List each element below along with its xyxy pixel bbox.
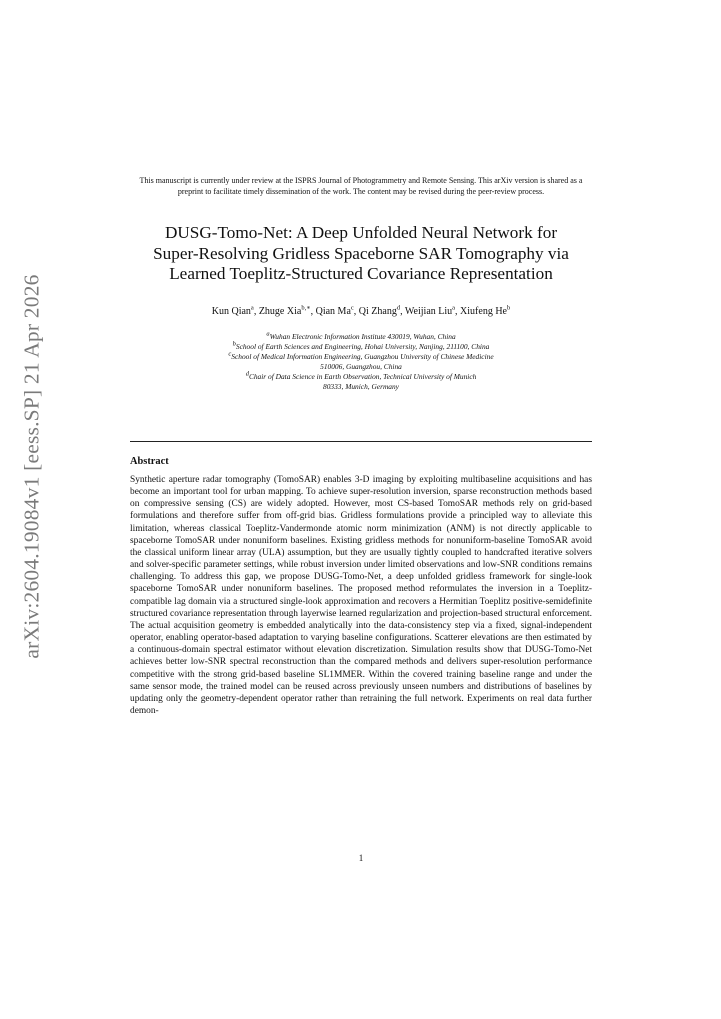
affiliation-continued: 80333, Munich, Germany bbox=[323, 381, 399, 391]
author: Qi Zhang$^d$ bbox=[358, 304, 401, 317]
paper-title bbox=[130, 223, 592, 285]
title-line-3: Learned Toeplitz-Structured Covariance Representation bbox=[169, 264, 553, 283]
affiliation: $^d$Chair of Data Science in Earth Observation, Technical University of Munich bbox=[245, 370, 477, 381]
abstract-body: Synthetic aperture radar tomography (TomoSAR) enables 3-D imaging by exploiting multibaseline acquisitions and has become an important tool for urban mapping. To achieve super-resolution inversion, sparse reconstruction methods based on compressive sensing (CS) are widely adopted. However, most CS-based TomoSAR methods rely on grid-based formulations and therefore suffer from off-grid bias. Gridless formulations provide a principled way to alleviate this limitation, whereas classical Toeplitz-Vandermonde atomic norm minimization (ANM) is not directly applicable to spaceborne TomoSAR under nonuniform baselines. Existing gridless methods for nonuniform-baseline TomoSAR avoid the classical uniform linear array (ULA) assumption, but they are usually tightly coupled to handcrafted iterative solvers and solver-specific parameter settings, while robust inversion under limited observations and low-SNR conditions remains challenging. To address this gap, we propose DUSG-Tomo-Net, a deep unfolded gridless framework for single-look spaceborne TomoSAR under nonuniform baselines. The proposed method reformulates the inversion in a Toeplitz-compatible lag domain via a structured single-look approximation and recovers a Hermitian Toeplitz positive-semidefinite structured covariance representation through layerwise learned regularization and projection-based structural enforcement. The actual acquisition geometry is embedded analytically into the data-consistency step via a fixed, signal-independent operator, enabling operator-based adaptation to varying baseline configurations. Scatterer elevations are then estimated by a continuous-domain spectral estimator without elevation discretization. Simulation results show that DUSG-Tomo-Net achieves better low-SNR spectral reconstruction than the compared methods and delivers super-resolution performance competitive with the strong grid-based baseline SL1MMER. Within the covered training baseline range and under the same sensor mode, the trained model can be reused across previously unseen numbers and distributions of baselines by updating only the geometry-dependent operator rather than retraining the full network. Experiments on real data further demon- bbox=[130, 475, 592, 716]
title-line-1: DUSG-Tomo-Net: A Deep Unfolded Neural Network for bbox=[164, 223, 558, 242]
author: Xiufeng He$^b$ bbox=[460, 304, 511, 317]
abstract-divider bbox=[130, 441, 592, 442]
affiliation-list bbox=[130, 332, 592, 391]
review-notice: This manuscript is currently under review at the ISPRS Journal of Photogrammetry and Remote Sensing. This arXiv version is shared as a preprint to facilitate timely dissemination of the work. The content may be revised during the peer-review process. bbox=[139, 176, 583, 196]
abstract-heading: Abstract bbox=[130, 456, 169, 467]
author: Weijian Liu$^a$ bbox=[404, 304, 456, 317]
arxiv-identifier-stamp bbox=[10, 273, 54, 659]
affiliation: $^b$School of Earth Sciences and Engineering, Hohai University, Nanjing, 211100, China bbox=[232, 340, 490, 351]
title-line-2: Super-Resolving Gridless Spaceborne SAR Tomography via bbox=[153, 243, 569, 263]
affiliation: $^c$School of Medical Information Engineering, Guangzhou University of Chinese Medicine bbox=[228, 350, 494, 361]
affiliation-continued: 510006, Guangzhou, China bbox=[320, 361, 402, 371]
author: Kun Qian$^a$ bbox=[211, 304, 254, 317]
page-number: 1 bbox=[358, 853, 364, 863]
author: Qian Ma$^c$ bbox=[315, 304, 354, 317]
arxiv-identifier-text: arXiv:2604.19084v1 [eess.SP] 21 Apr 2026 bbox=[19, 273, 44, 659]
affiliation: $^a$Wuhan Electronic Information Institute 430019, Wuhan, China bbox=[266, 330, 456, 341]
author-list: Kun Qian$^a$, Zhuge Xia$^{b,∗}$, Qian Ma$^c$, Qi Zhang$^d$, Weijian Liu$^a$, Xiufeng He$^b$ bbox=[211, 304, 511, 317]
author: Zhuge Xia$^{b,∗}$ bbox=[258, 304, 311, 317]
